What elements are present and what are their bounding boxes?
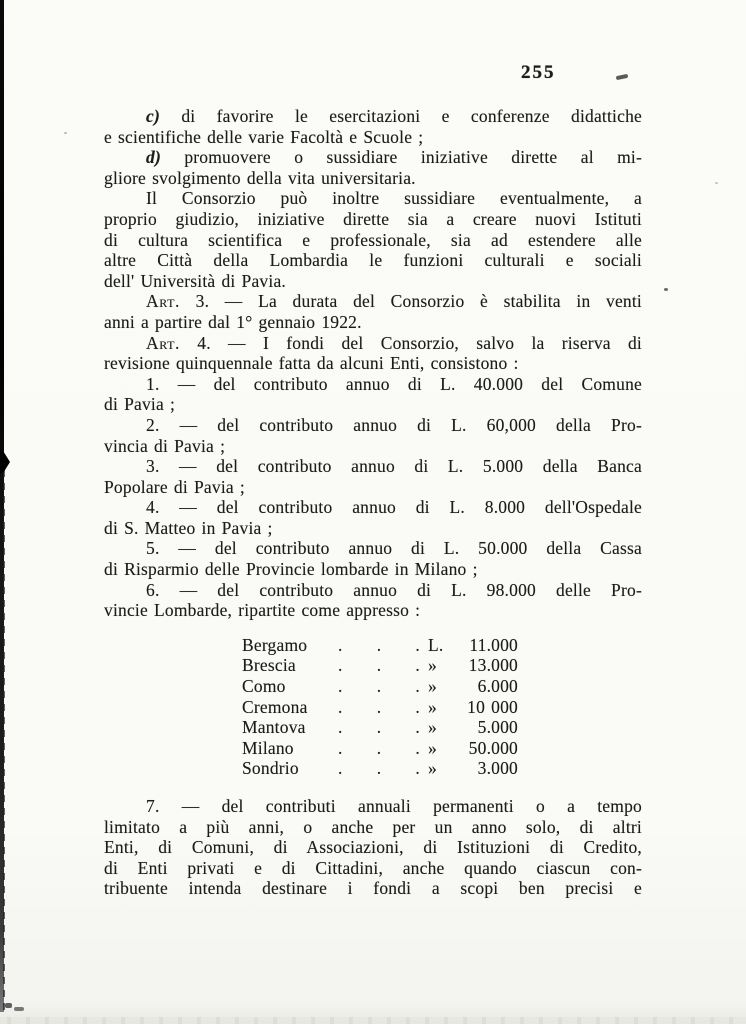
amount-value: 6.000 xyxy=(477,676,518,697)
text-line xyxy=(104,559,642,580)
leader-dot: . xyxy=(415,758,420,779)
text-span: 3. — del contributo annuo di L. 5.000 della Banca xyxy=(146,456,642,477)
text-line xyxy=(104,250,642,271)
paragraph xyxy=(104,796,642,899)
text-line xyxy=(104,394,642,415)
province-name: Mantova xyxy=(242,717,306,738)
text-line xyxy=(104,209,642,230)
text-line xyxy=(104,837,642,858)
scan-bottom-band xyxy=(0,1017,746,1024)
text-span: di Risparmio delle Provincie lombarde in Milano ; xyxy=(104,559,478,580)
table-row xyxy=(242,655,518,676)
text-line xyxy=(104,168,642,189)
leader-dot: . xyxy=(415,737,420,758)
text-span: 5. — del contributo annuo di L. 50.000 della Cassa xyxy=(146,538,642,559)
currency-symbol: » xyxy=(428,758,437,779)
text-line xyxy=(104,147,642,168)
text-span: vincie Lombarde, ripartite come appresso : xyxy=(104,600,421,621)
dot-leader xyxy=(336,717,428,738)
table-row xyxy=(242,676,518,697)
text-line xyxy=(104,333,642,354)
text-line xyxy=(104,796,642,817)
dot-leader xyxy=(336,635,428,656)
text-span: proprio giudizio, iniziative dirette sia a creare nuovi Istituti xyxy=(104,208,642,229)
leader-dot: . xyxy=(415,717,420,738)
speckle xyxy=(5,1003,12,1008)
text-span: 3. — La durata del Consorzio è stabilita in venti xyxy=(180,291,642,312)
speckle xyxy=(64,132,67,134)
leader-dot: . xyxy=(376,737,382,758)
paragraph xyxy=(104,415,642,456)
paragraph xyxy=(104,374,642,415)
paragraph xyxy=(104,291,642,332)
text-span: di favorire le esercitazioni e conferenze didattiche xyxy=(160,106,642,126)
leader-dot: . xyxy=(376,676,382,697)
currency-symbol: » xyxy=(428,676,437,697)
text-span: di Pavia ; xyxy=(104,394,176,415)
currency-symbol: » xyxy=(428,737,437,758)
amount-value: 13.000 xyxy=(468,655,518,676)
paragraph xyxy=(104,188,642,291)
text-line xyxy=(104,858,642,879)
text-span: limitato a più anni, o anche per un anno solo, di altri xyxy=(104,816,642,837)
currency-symbol: L. xyxy=(428,634,444,655)
text-span: Popolare di Pavia ; xyxy=(104,476,245,497)
amount-value: 3.000 xyxy=(477,758,518,779)
table-row xyxy=(242,738,518,759)
text-span: 4. — del contributo annuo di L. 8.000 dell'Ospedale xyxy=(146,497,642,518)
leader-dot: . xyxy=(376,717,382,738)
paragraph xyxy=(104,106,642,147)
leader-dot: . xyxy=(338,737,343,758)
text-span: gliore svolgimento della vita universitaria. xyxy=(104,167,416,188)
text-line xyxy=(104,106,642,127)
paragraph xyxy=(104,456,642,497)
paragraph xyxy=(104,147,642,188)
text-line xyxy=(104,878,642,899)
currency-symbol: » xyxy=(428,655,437,676)
text-span: Enti, di Comuni, di Associazioni, di Istituzioni di Credito, xyxy=(104,837,642,858)
currency-symbol: » xyxy=(428,696,437,717)
table-row xyxy=(242,697,518,718)
text-span: tribuente intenda destinare i fondi a scopi ben precisi e xyxy=(104,878,642,899)
paragraph xyxy=(104,333,642,374)
text-span: e scientifiche delle varie Facoltà e Scuole ; xyxy=(104,126,424,147)
paragraph xyxy=(104,497,642,538)
speckle xyxy=(715,182,718,184)
text-line xyxy=(104,271,642,292)
text-span: di S. Matteo in Pavia ; xyxy=(104,517,273,538)
leader-dot: . xyxy=(338,676,343,697)
text-line xyxy=(104,580,642,601)
text-line xyxy=(104,374,642,395)
margin-smudge-mark xyxy=(616,74,629,80)
text-span: 4. — I fondi del Consorzio, salvo la riserva di xyxy=(180,332,642,353)
text-line xyxy=(104,291,642,312)
amount-value: 10 000 xyxy=(467,696,518,717)
text-span: dell' Università di Pavia. xyxy=(104,270,286,291)
text-line xyxy=(104,230,642,251)
text-span: 7. — del contributi annuali permanenti o a tempo xyxy=(146,796,642,816)
text-span: di Enti privati e di Cittadini, anche quando ciascun con- xyxy=(104,857,642,878)
amount-value: 50.000 xyxy=(468,737,518,758)
amount-value: 5.000 xyxy=(477,717,518,738)
text-span: d) xyxy=(146,147,161,168)
dot-leader xyxy=(336,738,428,759)
page-text-block xyxy=(104,106,642,899)
paragraph xyxy=(104,538,642,579)
speckle xyxy=(14,1007,24,1011)
text-span: Il Consorzio può inoltre sussidiare eventualmente, a xyxy=(146,188,642,209)
text-line xyxy=(104,188,642,209)
binding-edge-rough xyxy=(3,470,5,1010)
text-span: Art. xyxy=(146,332,181,353)
text-line xyxy=(104,538,642,559)
text-span: vincia di Pavia ; xyxy=(104,435,226,456)
leader-dot: . xyxy=(338,758,343,779)
text-line xyxy=(104,312,642,333)
province-name: Brescia xyxy=(242,655,296,676)
province-name: Como xyxy=(242,676,286,697)
province-name: Sondrio xyxy=(242,758,299,779)
text-span: anni a partire dal 1° gennaio 1922. xyxy=(104,311,362,332)
text-line xyxy=(104,415,642,436)
currency-symbol: » xyxy=(428,717,437,738)
text-line xyxy=(104,600,642,621)
text-span: di cultura scientifica e professionale, sia ad estendere alle xyxy=(104,229,642,250)
leader-dot: . xyxy=(415,676,420,697)
text-line xyxy=(104,456,642,477)
text-span: 1. — del contributo annuo di L. 40.000 del Comune xyxy=(146,373,642,394)
text-line xyxy=(104,817,642,838)
province-name: Bergamo xyxy=(242,634,308,655)
contribution-table xyxy=(242,635,518,779)
text-span: revisione quinquennale fatta da alcuni Enti, consistono : xyxy=(104,353,519,374)
text-line xyxy=(104,477,642,498)
leader-dot: . xyxy=(338,634,343,655)
dot-leader xyxy=(336,758,428,779)
leader-dot: . xyxy=(376,696,382,717)
text-span: 2. — del contributo annuo di L. 60,000 della Pro- xyxy=(146,414,642,435)
ink-blob xyxy=(0,450,10,474)
dot-leader xyxy=(336,697,428,718)
text-span: c) xyxy=(146,106,160,126)
leader-dot: . xyxy=(415,634,420,655)
page-number: 255 xyxy=(521,62,556,83)
speckle xyxy=(664,288,668,291)
text-span: Art. xyxy=(146,291,181,312)
paragraph xyxy=(104,580,642,621)
leader-dot: . xyxy=(415,696,420,717)
province-name: Cremona xyxy=(242,696,308,717)
dot-leader xyxy=(336,676,428,697)
table-row xyxy=(242,635,518,656)
text-line xyxy=(104,353,642,374)
text-span: promuovere o sussidiare iniziative dirette al mi- xyxy=(160,147,642,168)
text-line xyxy=(104,436,642,457)
leader-dot: . xyxy=(338,655,343,676)
text-span: altre Città della Lombardia le funzioni culturali e sociali xyxy=(104,250,642,271)
leader-dot: . xyxy=(376,634,382,655)
leader-dot: . xyxy=(376,655,382,676)
table-row xyxy=(242,717,518,738)
dot-leader xyxy=(336,655,428,676)
table-row xyxy=(242,758,518,779)
leader-dot: . xyxy=(338,696,343,717)
text-span: 6. — del contributo annuo di L. 98.000 delle Pro- xyxy=(146,579,642,600)
text-line xyxy=(104,518,642,539)
leader-dot: . xyxy=(338,717,343,738)
leader-dot: . xyxy=(376,758,382,779)
text-line xyxy=(104,127,642,148)
leader-dot: . xyxy=(415,655,420,676)
province-name: Milano xyxy=(242,737,294,758)
text-line xyxy=(104,497,642,518)
amount-value: 11.000 xyxy=(469,634,518,655)
